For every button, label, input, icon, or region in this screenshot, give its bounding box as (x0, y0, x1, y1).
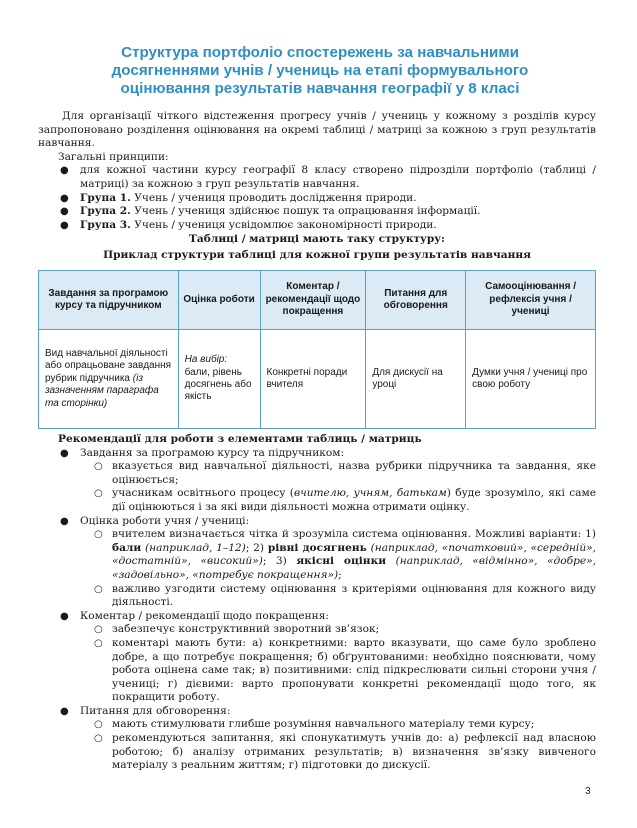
table-cell: На вибір: бали, рівень досягнень або якість (178, 330, 260, 429)
rec-subitem: ○ учасникам освітнього процесу (вчителю, учням, батькам) буде зрозуміло, які саме дії оцінюються і за які види діяльності можна отримати оцінку. (94, 487, 596, 513)
rec-subitem: ○ коментарі мають бути: а) конкретними: варто вказувати, що саме було зроблено добре, а що потребує покращення; б) обґрунтованими: необхідно пояснювати, чому робота оцінена саме так; в) позитивними: слід підкреслювати сильні сторони учня / учениці; г) дієвими: варто пропонувати конкретні рекомендації щодо того, як покращити роботу. (94, 636, 596, 704)
rec-subitem: ○ вказується вид навчальної діяльності, назва рубрики підручника та завдання, яке оцінюється; (94, 460, 596, 486)
bullet-dot-icon: ● (60, 705, 69, 717)
table-header-cell: Питання для обговорення (366, 271, 466, 330)
rec-subitem: ○ рекомендуються запитання, які спонукатимуть учнів до: а) рефлексії над власною роботою; б) аналізу отриманих результатів; в) визначення зв’язку вивченого матеріалу з реальним життям; г) підготовки до дискусії. (94, 732, 596, 772)
bullet-dot-icon: ● (60, 206, 69, 218)
page-number: 3 (585, 786, 591, 797)
recommendations-heading: Рекомендації для роботи з елементами таблиць / матриць (58, 433, 422, 445)
bullet-dot-icon: ● (60, 610, 69, 622)
bullet-circle-icon: ○ (94, 488, 103, 500)
page-title (60, 44, 580, 98)
portfolio-structure-table (38, 270, 596, 429)
bullet-circle-icon: ○ (94, 583, 103, 595)
principles-label: Загальні принципи: (58, 150, 169, 163)
rec-subitem: ○ вчителем визначається чітка й зрозуміла система оцінювання. Можливі варіанти: 1) бали (наприклад, 1–12); 2) рівні досягнень (наприклад, «початковий», «середній», «достатній», «високий»); 3) якісні оцінки (наприклад, «відмінно», «добре», «задовільно», «потребує покращення»); (94, 528, 596, 581)
title-line-2: досягненнями учнів / учениць на етапі формувального (111, 62, 529, 79)
recommendations-section (38, 433, 596, 773)
rec-subitem: ○ важливо узгодити систему оцінювання з критеріями оцінювання для кожного виду діяльності. (94, 582, 596, 609)
intro-section (38, 110, 596, 263)
table-header-cell: Коментар / рекомендації щодо покращення (260, 271, 366, 330)
table-cell: Для дискусії на уроці (366, 330, 466, 429)
table-row (39, 330, 596, 429)
title-line-1: Структура портфоліо спостережень за навчальними (121, 44, 519, 61)
bullet-dot-icon: ● (60, 192, 69, 204)
title-line-3: оцінювання результатів навчання географії у 8 класі (120, 80, 520, 97)
principle-bullet: ● Група 3. Учень / учениця усвідомлює закономірності природи. (60, 218, 437, 231)
principle-bullet: ● Група 2. Учень / учениця здійснює пошук та опрацювання інформації. (60, 205, 481, 218)
bullet-dot-icon: ● (60, 165, 69, 177)
table-cell: Конкретні поради вчителя (260, 330, 366, 429)
bullet-circle-icon: ○ (94, 624, 103, 636)
rec-item-evaluation: ● Оцінка роботи учня / учениці: (60, 514, 250, 527)
table-cell: Вид навчальної діяльності або опрацьоване завдання рубрик підручника (із зазначенням параграфа та сторінки) (39, 330, 179, 429)
table-cell: Думки учня / учениці про свою роботу (466, 330, 596, 429)
rec-subitem: ○ забезпечує конструктивний зворотний зв’язок; (94, 623, 380, 636)
rec-item-tasks: ● Завдання за програмою курсу та підручником: (60, 446, 345, 459)
table-header-cell: Оцінка роботи (178, 271, 260, 330)
rec-item-questions: ● Питання для обговорення: (60, 704, 231, 717)
bullet-dot-icon: ● (60, 515, 69, 527)
intro-paragraph: Для організації чіткого відстеження прогресу учнів / учениць у кожному з розділів курсу запропоновано розділення оцінювання на окремі таблиці / матриці за кожною з груп результатів навчання. (38, 110, 596, 150)
principle-bullet: ● для кожної частини курсу географії 8 класу створено підрозділи портфоліо (таблиці / матриці) за кожною з груп результатів навчання. (60, 164, 596, 190)
bullet-circle-icon: ○ (94, 719, 103, 731)
bullet-circle-icon: ○ (94, 733, 103, 745)
bullet-circle-icon: ○ (94, 529, 103, 541)
rec-item-comments: ● Коментар / рекомендації щодо покращення: (60, 609, 329, 622)
table-header-cell: Самооцінювання / рефлексія учня / учениці (466, 271, 596, 330)
table-header-row (39, 271, 596, 330)
bullet-dot-icon: ● (60, 219, 69, 231)
structure-heading: Таблиці / матриці мають таку структуру: (189, 233, 445, 246)
rec-subitem: ○ мають стимулювати глибше розуміння навчального матеріалу теми курсу; (94, 718, 535, 731)
bullet-circle-icon: ○ (94, 461, 103, 473)
bullet-dot-icon: ● (60, 447, 69, 459)
bullet-circle-icon: ○ (94, 637, 103, 649)
example-heading: Приклад структури таблиці для кожної групи результатів навчання (103, 248, 531, 261)
principle-bullet: ● Група 1. Учень / учениця проводить дослідження природи. (60, 191, 417, 204)
table-header-cell: Завдання за програмою курсу та підручником (39, 271, 179, 330)
